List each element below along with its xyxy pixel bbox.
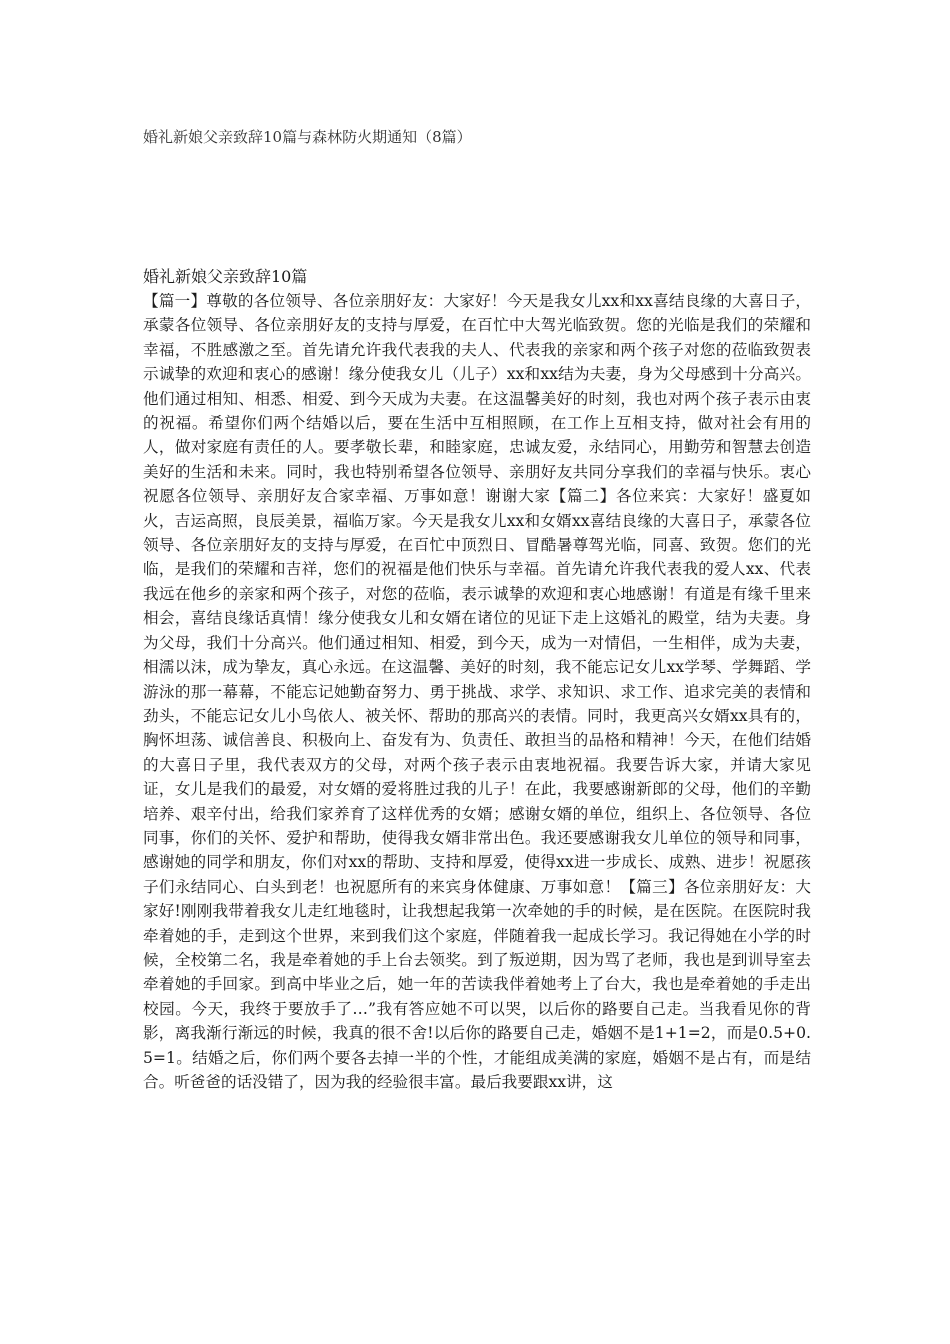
document-content [143,265,811,1094]
body-paragraph: 【篇一】尊敬的各位领导、各位亲朋好友：大家好！今天是我女儿xx和xx喜结良缘的大喜日子，承蒙各位领导、各位亲朋好友的支持与厚爱，在百忙中大驾光临致贺。您的光临是我们的荣耀和幸福，不胜感激之至。首先请允许我代表我的夫人、代表我的亲家和两个孩子对您的莅临致贺表示诚挚的欢迎和衷心的感谢！缘分使我女儿（儿子）xx和xx结为夫妻，身为父母感到十分高兴。他们通过相知、相悉、相爱、到今天成为夫妻。在这温馨美好的时刻，我也对两个孩子表示由衷的祝福。希望你们两个结婚以后，要在生活中互相照顾，在工作上互相支持，做对社会有用的人，做对家庭有责任的人。要孝敬长辈，和睦家庭，忠诚友爱，永结同心，用勤劳和智慧去创造美好的生活和未来。同时，我也特别希望各位领导、亲朋好友共同分享我们的幸福与快乐。衷心祝愿各位领导、亲朋好友合家幸福、万事如意！谢谢大家【篇二】各位来宾：大家好！盛夏如火，吉运高照，良辰美景，福临万家。今天是我女儿xx和女婿xx喜结良缘的大喜日子，承蒙各位领导、各位亲朋好友的支持与厚爱，在百忙中顶烈日、冒酷暑尊驾光临，同喜、致贺。您们的光临，是我们的荣耀和吉祥，您们的祝福是他们快乐与幸福。首先请允许我代表我的爱人xx、代表我远在他乡的亲家和两个孩子，对您的莅临，表示诚挚的欢迎和衷心地感谢！有道是有缘千里来相会，喜结良缘话真情！缘分使我女儿和女婿在诸位的见证下走上这婚礼的殿堂，结为夫妻。身为父母，我们十分高兴。他们通过相知、相爱，到今天，成为一对情侣，一生相伴，成为夫妻，相濡以沫，成为挚友，真心永远。在这温馨、美好的时刻，我不能忘记女儿xx学琴、学舞蹈、学游泳的那一幕幕，不能忘记她勤奋努力、勇于挑战、求学、求知识、求工作、追求完美的表情和劲头，不能忘记女儿小鸟依人、被关怀、帮助的那高兴的表情。同时，我更高兴女婿xx具有的，胸怀坦荡、诚信善良、积极向上、奋发有为、负责任、敢担当的品格和精神！今天，在他们结婚的大喜日子里，我代表双方的父母，对两个孩子表示由衷地祝福。我要告诉大家，并请大家见证，女儿是我们的最爱，对女婿的爱将胜过我的儿子！在此，我要感谢新郎的父母，他们的辛勤培养、艰辛付出，给我们家养育了这样优秀的女婿；感谢女婿的单位，组织上、各位领导、各位同事，你们的关怀、爱护和帮助，使得我女婿非常出色。我还要感谢我女儿单位的领导和同事，感谢她的同学和朋友，你们对xx的帮助、支持和厚爱，使得xx进一步成长、成熟、进步！祝愿孩子们永结同心、白头到老！也祝愿所有的来宾身体健康、万事如意！【篇三】各位亲朋好友：大家好!刚刚我带着我女儿走红地毯时，让我想起我第一次牵她的手的时候，是在医院。在医院时我牵着她的手，走到这个世界，来到我们这个家庭，伴随着我一起成长学习。我记得她在小学的时候，全校第二名，我是牵着她的手上台去领奖。到了叛逆期，因为骂了老师，我也是到训导室去牵着她的手回家。到高中毕业之后，她一年的苦读我伴着她考上了台大，我也是牵着她的手走出校园。今天，我终于要放手了…”我有答应她不可以哭，以后你的路要自己走。当我看见你的背影，离我渐行渐远的时候，我真的很不舍!以后你的路要自己走，婚姻不是1+1=2，而是0.5+0.5=1。结婚之后，你们两个要各去掉一半的个性，才能组成美满的家庭，婚姻不是占有，而是结合。听爸爸的话没错了，因为我的经验很丰富。最后我要跟xx讲，这 [143,292,811,1091]
section-heading: 婚礼新娘父亲致辞10篇 [143,267,308,286]
document-title: 婚礼新娘父亲致辞10篇与森林防火期通知（8篇） [143,128,472,146]
